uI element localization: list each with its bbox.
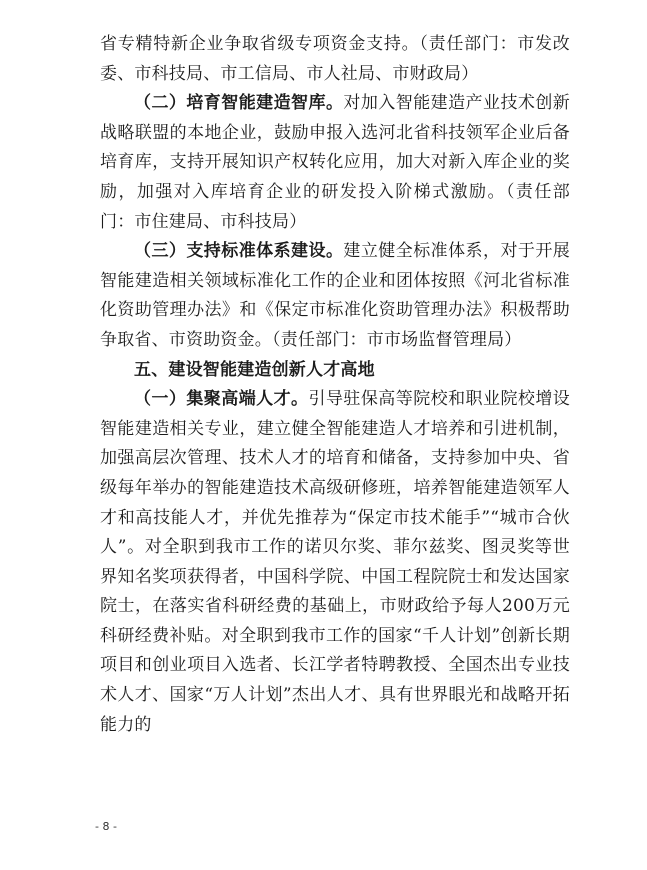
paragraph-item-1: [100, 385, 570, 740]
item-title: （一）集聚高端人才。: [134, 389, 309, 410]
section-heading: 五、建设智能建造创新人才高地: [134, 359, 375, 380]
item-body: 引导驻保高等院校和职业院校增设智能建造相关专业，建立健全智能建造人才培养和引进机制，加强高层次管理、技术人才的培育和储备，支持参加中央、省级每年举办的智能建造技术高级研修班，培养智能建造领军人才和高技能人才，并优先推荐为“保定市技术能手”“城市合伙人”。对全职到我市工作的诺贝尔奖、菲尔兹奖、图灵奖等世界知名奖项获得者，中国科学院、中国工程院院士和发达国家院士，在落实省科研经费的基础上，市财政给予每人200万元科研经费补贴。对全职到我市工作的国家“千人计划”创新长期项目和创业项目入选者、长江学者特聘教授、全国杰出专业技术人才、国家“万人计划”杰出人才、具有世界眼光和战略开拓能力的: [100, 389, 570, 735]
paragraph-text: 省专精特新企业争取省级专项资金支持。（责任部门：市发改委、市科技局、市工信局、市人社局、市财政局）: [100, 34, 570, 84]
page-number: - 8 -: [95, 820, 117, 833]
item-title: （三）支持标准体系建设。: [134, 241, 344, 262]
paragraph-item-2: [100, 89, 570, 237]
paragraph-item-3: [100, 237, 570, 355]
item-title: （二）培育智能建造智库。: [134, 93, 344, 114]
item-body: 建立健全标准体系，对于开展智能建造相关领域标准化工作的企业和团体按照《河北省标准化资助管理办法》和《保定市标准化资助管理办法》积极帮助争取省、市资助资金。（责任部门：市市场监督管理局）: [100, 241, 570, 350]
paragraph-continuation: [100, 30, 570, 89]
document-body: [100, 30, 570, 740]
item-body: 对加入智能建造产业技术创新战略联盟的本地企业，鼓励申报入选河北省科技领军企业后备培育库，支持开展知识产权转化应用，加大对新入库企业的奖励，加强对入库培育企业的研发投入阶梯式激励。（责任部门：市住建局、市科技局）: [100, 93, 570, 232]
